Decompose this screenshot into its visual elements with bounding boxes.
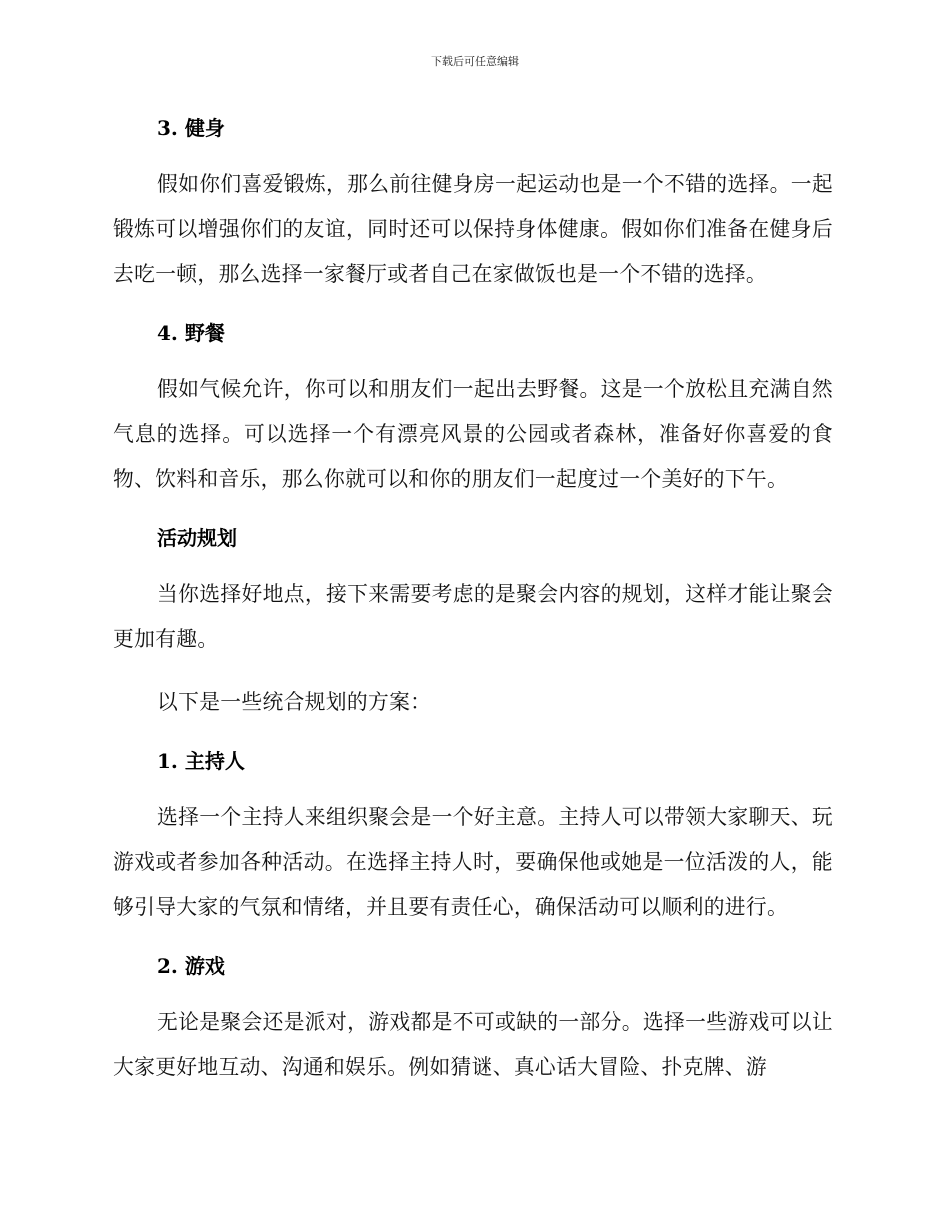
- section-paragraph-games: 无论是聚会还是派对，游戏都是不可或缺的一部分。选择一些游戏可以让大家更好地互动、沟通和娱乐。例如猜谜、真心话大冒险、扑克牌、游: [113, 1010, 833, 1079]
- section-paragraph-activity-planning: 当你选择好地点，接下来需要考虑的是聚会内容的规划，这样才能让聚会更加有趣。: [113, 582, 833, 651]
- section-heading-picnic: 4. 野餐: [157, 321, 225, 345]
- section-heading-activity-planning: 活动规划: [157, 526, 237, 550]
- section-heading-host: 1. 主持人: [157, 749, 245, 773]
- section-paragraph-picnic: 假如气候允许，你可以和朋友们一起出去野餐。这是一个放松且充满自然气息的选择。可以选择一个有漂亮风景的公园或者森林，准备好你喜爱的食物、饮料和音乐，那么你就可以和你的朋友们一起度过一个美好的下午。: [113, 377, 833, 491]
- section-heading-games: 2. 游戏: [157, 954, 225, 978]
- section-heading-fitness: 3. 健身: [157, 116, 225, 140]
- page-header: 下载后可任意编辑: [431, 55, 519, 68]
- section-paragraph-fitness: 假如你们喜爱锻炼，那么前往健身房一起运动也是一个不错的选择。一起锻炼可以增强你们的友谊，同时还可以保持身体健康。假如你们准备在健身后去吃一顿，那么选择一家餐厅或者自己在家做饭也是一个不错的选择。: [113, 172, 833, 286]
- intro-paragraph-plans: 以下是一些统合规划的方案：: [157, 690, 432, 714]
- document-body: [113, 110, 833, 1090]
- section-paragraph-host: 选择一个主持人来组织聚会是一个好主意。主持人可以带领大家聊天、玩游戏或者参加各种活动。在选择主持人时，要确保他或她是一位活泼的人，能够引导大家的气氛和情绪，并且要有责任心，确保活动可以顺利的进行。: [113, 805, 833, 919]
